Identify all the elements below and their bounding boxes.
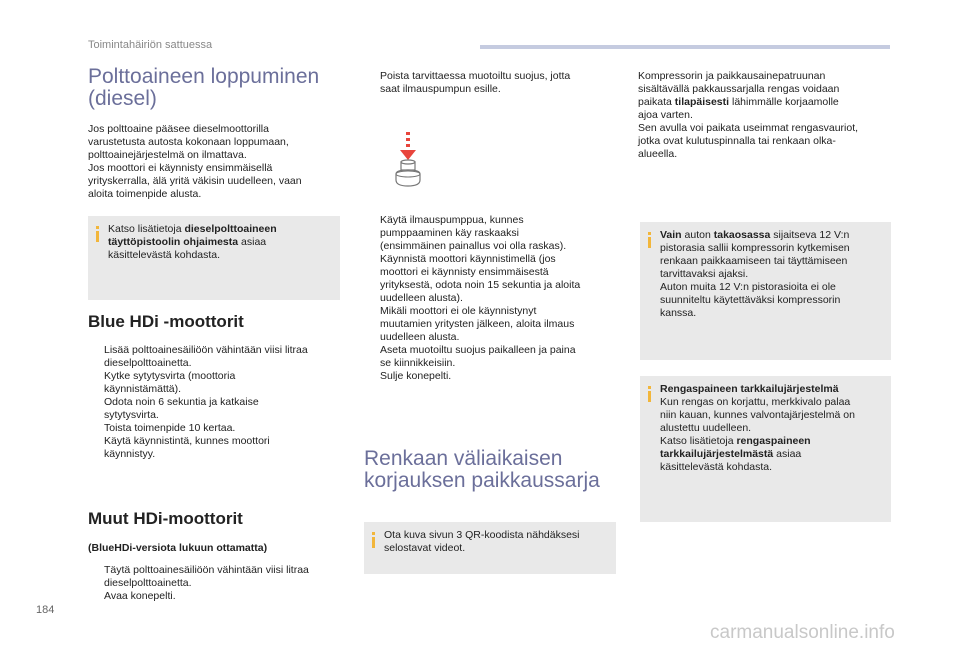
qr-info-box: Ota kuva sivun 3 QR-koodista nähdäksesi selostavat videot. bbox=[364, 522, 616, 574]
info-icon bbox=[370, 532, 377, 548]
list-item: Avaa konepelti. bbox=[104, 590, 176, 602]
list-item: Käynnistä moottori käynnistimellä (jos moottori ei käynnisty ensimmäisestä yrityksestä, odota noin 15 sekuntia ja aloita uudelleen alusta). bbox=[380, 253, 581, 304]
list-item: Täytä polttoainesäiliöön vähintään viisi litraa dieselpolttoainetta. bbox=[104, 564, 309, 589]
pump-steps-top bbox=[364, 70, 616, 96]
other-hdi-note: (BlueHDi-versiota lukuun ottamatta) bbox=[88, 542, 268, 554]
diesel-info-box: Katso lisätietoja dieselpolttoaineen täyttöpistoolin ohjaimesta asiaa käsittelevästä kohdasta. bbox=[88, 216, 340, 300]
bluehdi-steps bbox=[88, 344, 350, 461]
fuel-intro: Jos polttoaine pääsee dieselmoottorilla varustetusta autosta kokonaan loppumaan, polttoainejärjestelmä on ilmattava. Jos moottori ei käynnisty ensimmäisellä yrityskerralla, älä yritä väkisin uudelleen, vaan aloita toimenpide alusta. bbox=[88, 123, 302, 200]
info-icon bbox=[646, 232, 653, 248]
list-item: Käytä ilmauspumppua, kunnes pumppaaminen käy raskaaksi (ensimmäinen painallus voi olla raskas). bbox=[380, 214, 567, 252]
watermark: carmanualsonline.info bbox=[710, 622, 895, 643]
list-item: Poista tarvittaessa muotoiltu suojus, jotta saat ilmauspumpun esille. bbox=[380, 70, 571, 95]
section-header: Toimintahäiriön sattuessa bbox=[88, 39, 213, 51]
pump-steps-bottom bbox=[364, 214, 616, 383]
tpms-info-box: Rengaspaineen tarkkailujärjestelmä Kun rengas on korjattu, merkkivalo palaa niin kauan, kunnes valvontajärjestelmä on alustettu uudelleen. Katso lisätietoja rengaspaineen tarkkailujärjestelmästä asiaa käsittelevästä kohdasta. bbox=[640, 376, 891, 522]
list-item: Mikäli moottori ei ole käynnistynyt muutamien yritysten jälkeen, aloita ilmaus uudelleen alusta. bbox=[380, 305, 575, 343]
other-hdi-title: Muut HDi-moottorit bbox=[88, 509, 243, 528]
list-item: Lisää polttoainesäiliöön vähintään viisi litraa dieselpolttoainetta. bbox=[104, 344, 308, 369]
list-item: Aseta muotoiltu suojus paikalleen ja paina se kiinnikkeisiin. bbox=[380, 344, 576, 369]
fuel-title: Polttoaineen loppuminen (diesel) bbox=[88, 65, 320, 110]
repair-kit-intro: Kompressorin ja paikkausainepatruunan sisältävällä pakkaussarjalla rengas voidaan paikata tilapäisesti lähimmälle korjaamolle ajoa varten. Sen avulla voi paikata useimmat rengasvauriot, jotka ovat kulutuspinnalla tai renkaan olka- alueella. bbox=[638, 70, 859, 160]
info-icon bbox=[94, 226, 101, 242]
repair-kit-title: Renkaan väliaikaisen korjauksen paikkaussarja bbox=[364, 447, 600, 492]
list-item: Odota noin 6 sekuntia ja katkaise sytytysvirta. bbox=[104, 396, 259, 421]
list-item: Sulje konepelti. bbox=[380, 370, 452, 382]
other-hdi-steps bbox=[88, 564, 350, 603]
column-1 bbox=[88, 66, 348, 110]
bluehdi-title: Blue HDi -moottorit bbox=[88, 312, 244, 331]
socket-info-box: Vain auton takaosassa sijaitseva 12 V:n pistorasia sallii kompressorin kytkemisen renkaan paikkaamiseen tai täyttämiseen tarvittavaksi ajaksi. Auton muita 12 V:n pistorasioita ei ole suunniteltu käytettäväksi kompressorin kanssa. bbox=[640, 222, 891, 360]
list-item: Toista toimenpide 10 kertaa. bbox=[104, 422, 236, 434]
page-number: 184 bbox=[36, 604, 55, 616]
list-item: Kytke sytytysvirta (moottoria käynnistämättä). bbox=[104, 370, 236, 395]
priming-pump-illustration bbox=[388, 130, 428, 192]
info-icon bbox=[646, 386, 653, 402]
list-item: Käytä käynnistintä, kunnes moottori käynnistyy. bbox=[104, 435, 270, 460]
header-bar bbox=[480, 45, 890, 49]
